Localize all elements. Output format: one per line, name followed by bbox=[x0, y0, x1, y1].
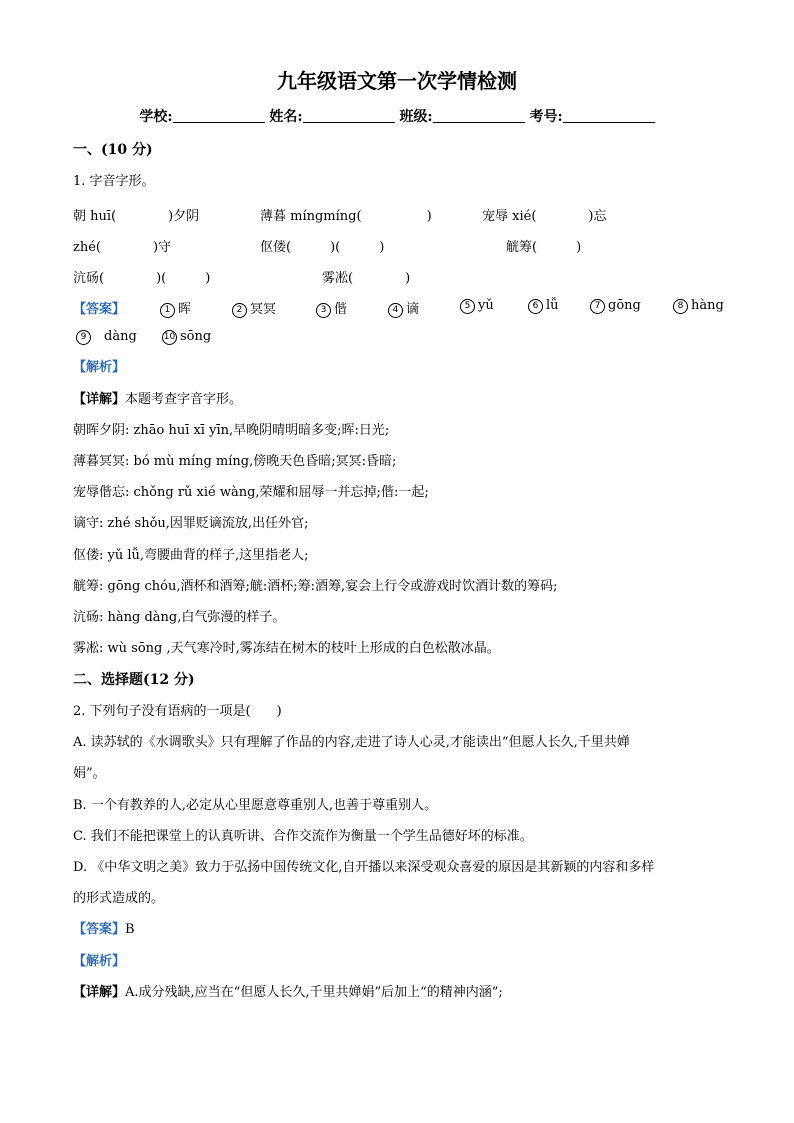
q1-answer-item: 1 晖 bbox=[160, 298, 191, 318]
q1-detail: 【详解】本题考查字音字形。 bbox=[73, 392, 243, 407]
q1-item-chongru: 宠辱 xié( )忘 bbox=[482, 209, 607, 224]
section2-heading: 二、选择题(12 分) bbox=[73, 672, 195, 688]
q1-item-gongchou: 觥筹( ) bbox=[506, 240, 582, 255]
q1-answer-item: 2 冥冥 bbox=[232, 298, 276, 318]
q2-option-d: D. 《中华文明之美》致力于弘扬中国传统文化,自开播以来深受观众喜爱的原因是其新颖的内容和多样 bbox=[73, 860, 655, 875]
q2-option-d-cont: 的形式造成的。 bbox=[73, 891, 165, 906]
q1-answer-item: 3 偕 bbox=[316, 298, 347, 318]
q1-item-hangdang: 沆砀( )( ) bbox=[73, 271, 211, 286]
q1-answer-item: 5 yǔ bbox=[460, 298, 494, 314]
q1-explanation: 宠辱偕忘: chǒng rǔ xié wàng,荣耀和屈辱一并忘掉;偕:一起; bbox=[73, 485, 429, 500]
q1-stem: 1. 字音字形。 bbox=[73, 174, 155, 189]
name-blank[interactable] bbox=[303, 108, 395, 123]
q2-option-a-cont: 娟”。 bbox=[73, 766, 106, 781]
q1-item-yulu: 伛偻( )( ) bbox=[260, 240, 385, 255]
q2-answer: 【答案】B bbox=[73, 922, 135, 937]
school-blank[interactable] bbox=[173, 108, 265, 123]
q1-answer-item: 10 sōng bbox=[163, 329, 212, 344]
q2-stem: 2. 下列句子没有语病的一项是( ) bbox=[73, 704, 282, 719]
q1-item-wusong: 雾凇( ) bbox=[322, 271, 411, 286]
q1-explanation: 伛偻: yǔ lǚ,弯腰曲背的样子,这里指老人; bbox=[73, 548, 309, 563]
section1-heading: 一、(10 分) bbox=[73, 142, 153, 158]
class-blank[interactable] bbox=[433, 108, 525, 123]
q1-answer-item: 7 gōng bbox=[590, 298, 641, 314]
q1-answer-item: 9 dàng bbox=[76, 329, 137, 345]
q2-analysis-label: 【解析】 bbox=[73, 954, 126, 969]
q1-explanation: 沆砀: hàng dàng,白气弥漫的样子。 bbox=[73, 610, 286, 625]
name-label: 姓名: bbox=[269, 109, 303, 125]
q1-answer-item: 6 lǚ bbox=[528, 298, 559, 314]
q1-answer-label: 【答案】 bbox=[73, 302, 126, 317]
q1-item-zhaohui: 朝 huī( )夕阴 bbox=[73, 209, 200, 224]
q2-detail: 【详解】A.成分残缺,应当在“但愿人长久,千里共婵娟”后加上“的精神内涵”; bbox=[73, 985, 503, 1000]
q2-option-a: A. 读苏轼的《水调歌头》只有理解了作品的内容,走进了诗人心灵,才能读出“但愿人长久,千里共婵 bbox=[73, 735, 630, 750]
q1-explanation: 薄暮冥冥: bó mù míng míng,傍晚天色昏暗;冥冥:昏暗; bbox=[73, 454, 397, 469]
q2-option-c: C. 我们不能把课堂上的认真听讲、合作交流作为衡量一个学生品德好坏的标准。 bbox=[73, 829, 533, 844]
q1-answer-item: 8 hàng bbox=[673, 298, 724, 314]
q1-analysis-label: 【解析】 bbox=[73, 360, 126, 375]
exam-no-blank[interactable] bbox=[563, 108, 655, 123]
q1-item-zheshou: zhé( )守 bbox=[73, 240, 172, 255]
class-label: 班级: bbox=[399, 109, 433, 125]
q1-explanation: 谪守: zhé shǒu,因罪贬谪流放,出任外官; bbox=[73, 516, 309, 531]
q1-explanation: 朝晖夕阴: zhāo huī xī yīn,早晚阴晴明暗多变;晖:日光; bbox=[73, 423, 390, 438]
q1-answer-item: 4 谪 bbox=[388, 298, 419, 318]
exam-no-label: 考号: bbox=[529, 109, 563, 125]
student-info-line bbox=[0, 108, 794, 126]
school-label: 学校: bbox=[139, 109, 173, 125]
page-title: 九年级语文第一次学情检测 bbox=[277, 69, 517, 93]
q2-option-b: B. 一个有教养的人,必定从心里愿意尊重别人,也善于尊重别人。 bbox=[73, 798, 438, 813]
q1-item-bomu: 薄暮 míngmíng( ) bbox=[260, 209, 432, 224]
q1-explanation: 雾凇: wù sōng ,天气寒冷时,雾冻结在树木的枝叶上形成的白色松散冰晶。 bbox=[73, 641, 500, 656]
q1-explanation: 觥筹: gōng chóu,酒杯和酒筹;觥:酒杯;筹:酒筹,宴会上行令或游戏时饮酒计数的筹码; bbox=[73, 579, 558, 594]
